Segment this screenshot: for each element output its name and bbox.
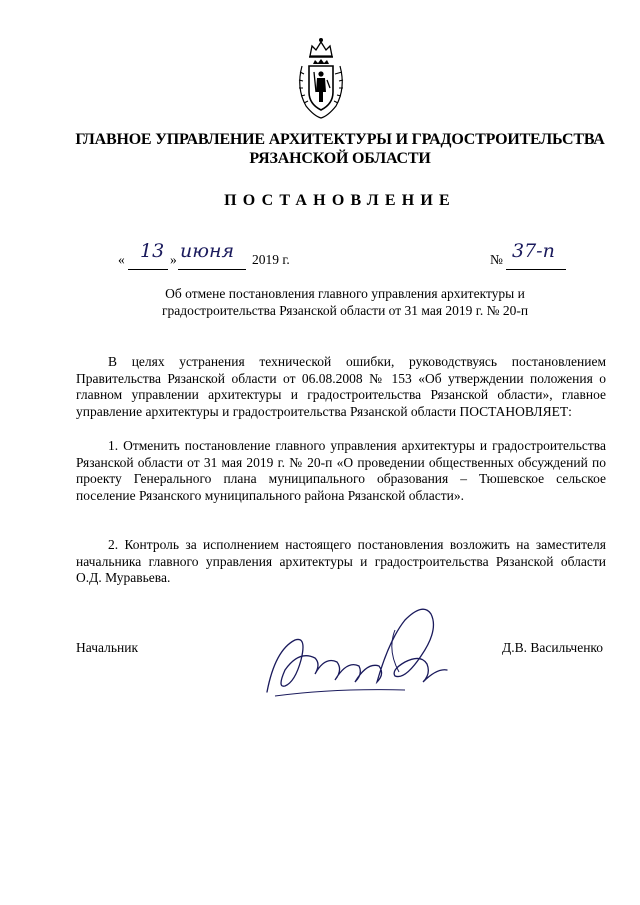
handwritten-signature [255,600,455,710]
signatory-name: Д.В. Васильченко [502,640,604,655]
number-label: № [490,252,503,267]
organization-title-line1: ГЛАВНОЕ УПРАВЛЕНИЕ АРХИТЕКТУРЫ И ГРАДОСТРОИТЕЛЬСТВА [75,131,605,148]
decree-number [490,240,610,272]
subject-line2: градостроительства Рязанской области от 31 мая 2019 г. № 20-п [161,302,529,318]
date-year: 2019 г. [252,252,290,267]
body-paragraph-preamble: В целях устранения технической ошибки, руководствуясь постановлением Правительства Рязанской области от 06.08.2008 № 153 «Об утверждении положения о главном управлении архитектуры и градостроительства Рязанской области», главное управление архитектуры и градостроительства Рязанской области ПОСТАНОВЛЯЕТ: [76,354,606,419]
decree-subject [80,286,610,319]
signatory-position: Начальник [76,640,139,655]
decree-date [118,240,318,272]
date-day-handwritten: 13 [140,240,165,262]
document-type-title: ПОСТАНОВЛЕНИЕ [224,192,456,209]
number-handwritten: 37-п [512,240,555,262]
organization-title-line2: РЯЗАНСКОЙ ОБЛАСТИ [249,150,431,167]
subject-line1: Об отмене постановления главного управления архитектуры и [165,286,525,301]
date-open-quote: « [118,252,125,267]
body-paragraph-item1: 1. Отменить постановление главного управления архитектуры и градостроительства Рязанской области от 31 мая 2019 г. № 20-п «О проведении общественных обсуждений по проекту Генерального плана муниципального образования – Тюшевское сельское поселение Рязанского муниципального района Рязанской области». [76,438,606,503]
coat-of-arms-icon [294,36,348,122]
date-month-handwritten: июня [180,240,235,262]
date-close-quote: » [170,252,177,267]
body-paragraph-item2: 2. Контроль за исполнением настоящего постановления возложить на заместителя начальника главного управления архитектуры и градостроительства Рязанской области О.Д. Муравьева. [76,537,606,585]
